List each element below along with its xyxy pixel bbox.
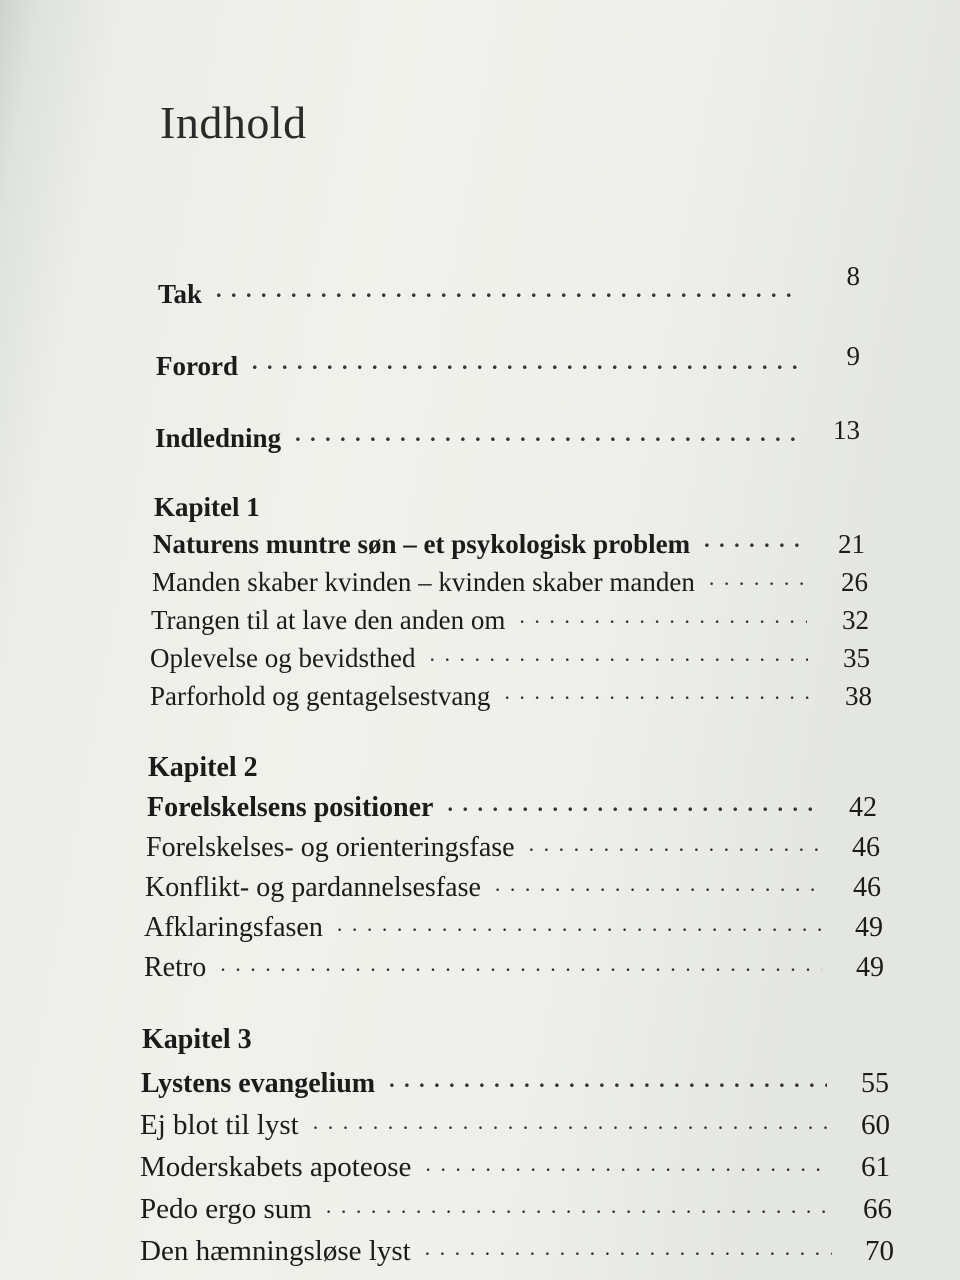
dot-leader xyxy=(495,864,819,904)
toc-entry-label: Retro xyxy=(144,952,207,983)
toc-page-number: 21 xyxy=(838,529,865,559)
toc-page-number: 8 xyxy=(846,261,860,291)
toc-page-number: 9 xyxy=(846,341,860,371)
chapter-heading: Kapitel 1 xyxy=(154,492,260,522)
toc-entry-label: Tak xyxy=(158,279,203,309)
toc-entry-indledning xyxy=(155,414,860,454)
toc-entry-label: Indledning xyxy=(155,423,282,453)
dot-leader xyxy=(429,634,808,674)
toc-entry-label: Forelskelses- og orienteringsfase xyxy=(146,832,515,863)
toc-page-number: 35 xyxy=(843,643,870,673)
toc-entry xyxy=(153,520,865,560)
dot-leader xyxy=(704,520,803,560)
toc-page-number: 60 xyxy=(861,1109,890,1141)
dot-leader xyxy=(425,1228,832,1268)
chapter-heading: Kapitel 2 xyxy=(148,752,258,783)
toc-page-number: 61 xyxy=(861,1151,890,1183)
toc-entry xyxy=(144,904,883,944)
dot-leader xyxy=(295,414,798,454)
dot-leader xyxy=(519,596,807,636)
toc-entry-label: Forord xyxy=(156,351,238,381)
toc-entry-label: Naturens muntre søn – et psykologisk problem xyxy=(153,529,691,559)
toc-entry xyxy=(152,558,868,598)
toc-page-number: 70 xyxy=(865,1235,894,1267)
toc-entry-label: Parforhold og gentagelsestvang xyxy=(150,681,491,711)
toc-page-number: 38 xyxy=(845,681,872,711)
toc-entry xyxy=(140,1102,890,1142)
toc-page-number: 49 xyxy=(856,952,884,983)
toc-page-number: 42 xyxy=(849,792,877,823)
toc-page-number: 13 xyxy=(833,415,860,445)
toc-entry-label: Konflikt- og pardannelsesfase xyxy=(145,872,481,903)
toc-entry-forord xyxy=(156,342,860,382)
toc-entry-label: Lystens evangelium xyxy=(141,1068,376,1099)
chapter-heading: Kapitel 3 xyxy=(142,1024,252,1055)
toc-entry-label: Manden skaber kvinden – kvinden skaber manden xyxy=(152,567,695,597)
dot-leader xyxy=(447,784,815,824)
toc-entry xyxy=(140,1144,890,1184)
toc-page-number: 46 xyxy=(853,872,881,903)
toc-entry-label: Oplevelse og bevidsthed xyxy=(150,643,416,673)
toc-page-number: 46 xyxy=(852,832,880,863)
toc-entry xyxy=(144,944,884,984)
toc-page-number: 49 xyxy=(855,912,883,943)
page-title: Indhold xyxy=(160,97,307,148)
toc-entry xyxy=(145,864,881,904)
dot-leader xyxy=(425,1144,828,1184)
dot-leader xyxy=(252,342,798,382)
dot-leader xyxy=(337,904,821,944)
toc-page-number: 55 xyxy=(861,1068,889,1099)
toc-entry xyxy=(151,596,869,636)
toc-entry-tak xyxy=(158,261,860,310)
dot-leader xyxy=(313,1102,828,1142)
toc-entry-label: Trangen til at lave den anden om xyxy=(151,605,506,635)
dot-leader xyxy=(529,824,818,864)
dot-leader xyxy=(326,1186,830,1226)
toc-page-number: 26 xyxy=(841,567,868,597)
toc-entry xyxy=(140,1228,894,1268)
dot-leader xyxy=(216,270,798,310)
toc-page-number: 66 xyxy=(863,1193,892,1225)
toc-entry-label: Pedo ergo sum xyxy=(140,1193,312,1225)
dot-leader xyxy=(220,944,822,984)
toc-entry xyxy=(146,824,880,864)
toc-entry-label: Afklaringsfasen xyxy=(144,912,323,943)
toc-page-number: 32 xyxy=(842,605,869,635)
toc-entry-label: Den hæmningsløse lyst xyxy=(140,1235,411,1267)
dot-leader xyxy=(504,672,810,712)
toc-entry-label: Ej blot til lyst xyxy=(140,1109,299,1141)
toc-entry xyxy=(147,784,877,824)
dot-leader xyxy=(389,1060,827,1100)
toc-entry xyxy=(150,672,872,712)
toc-entry xyxy=(140,1186,892,1226)
toc-entry-label: Moderskabets apoteose xyxy=(140,1151,412,1183)
toc-entry xyxy=(150,634,870,674)
dot-leader xyxy=(709,558,806,598)
toc-entry-label: Forelskelsens positioner xyxy=(147,792,434,823)
toc-entry xyxy=(141,1060,889,1100)
